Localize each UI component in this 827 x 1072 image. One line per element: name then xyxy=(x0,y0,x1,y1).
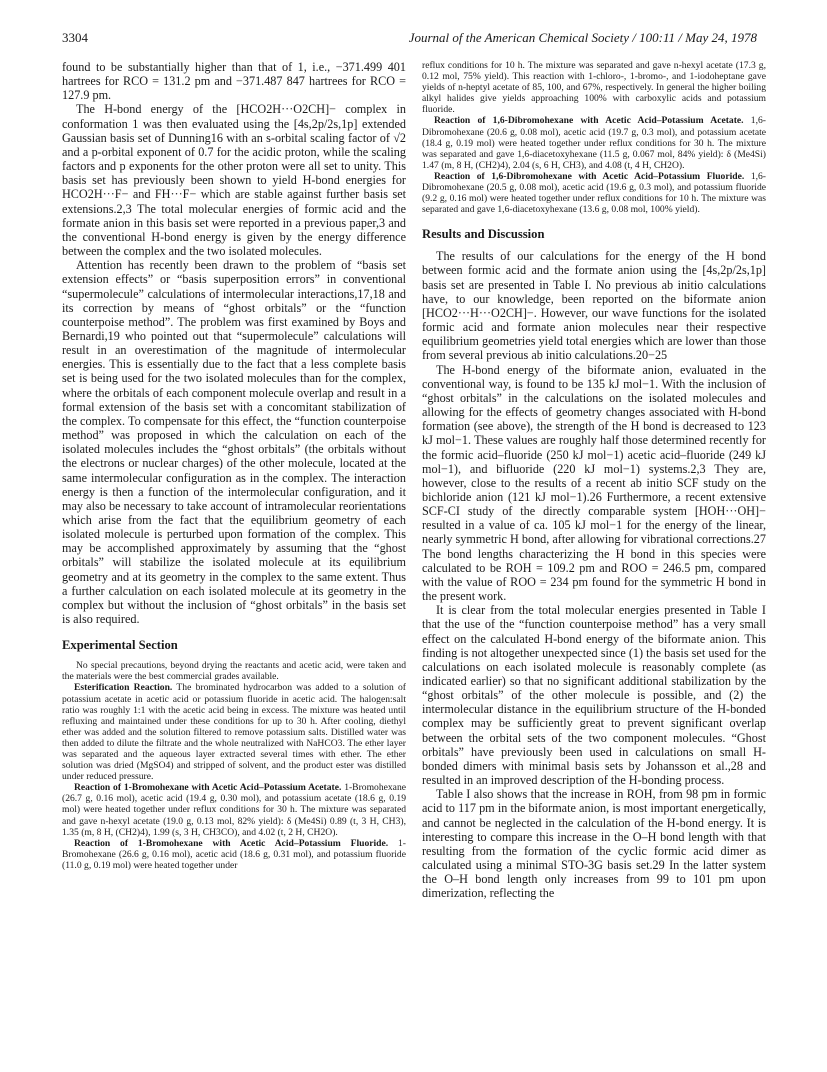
paragraph xyxy=(62,682,406,782)
paragraph: Table I also shows that the increase in ROH, from 98 pm in formic acid to 117 pm in the biformate anion, is most important energetically, and cannot be neglected in the calculation of the H-bond energy. It is interesting to compare this increase in the O–H bond length with that resulting from the formation of the cyclic formic acid dimer as calculated using a minimal STO-3G basis set.29 In the latter system the O–H bond length only increases from 99 to 101 pm upon dimerization, reflecting the xyxy=(422,787,766,901)
procedure-text: 1,6-Dibromohexane (20.6 g, 0.08 mol), acetic acid (19.7 g, 0.3 mol), and potassium acetate (18.4 g, 0.19 mol) were heated together under reflux conditions for 30 h. The mixture was separated and gave 1,6-diacetoxyhexane (11.5 g, 0.067 mol, 84% yield): δ (Me4Si) 1.47 (m, 8 H, (CH2)4), 2.04 (s, 6 H, CH3), and 4.08 (t, 4 H, CH2O). xyxy=(422,115,766,171)
paragraph xyxy=(422,171,766,215)
section-heading-results: Results and Discussion xyxy=(422,227,545,242)
runin-heading: Reaction of 1,6-Dibromohexane with Acetic Acid–Potassium Fluoride. xyxy=(434,170,745,182)
paragraph: found to be substantially higher than that of 1, i.e., −371.499 401 hartrees for RCO = 131.2 pm and −371.487 847 hartrees for RCO = 127.9 pm. xyxy=(62,60,406,103)
runin-heading: Reaction of 1-Bromohexane with Acetic Acid–Potassium Fluoride. xyxy=(74,837,389,849)
runin-heading: Reaction of 1-Bromohexane with Acetic Acid–Potassium Acetate. xyxy=(74,782,342,794)
procedure-text: The brominated hydrocarbon was added to a solution of potassium acetate in acetic acid or potassium fluoride in acetic acid. The halogen:salt ratio was roughly 1:1 with the acetic acid being in excess. The mixture was heated until refluxing and maintained under these conditions for up to 30 h. After cooling, diethyl ether was added and the solution filtered to remove potassium salts. Distilled water was then added to dilute the filtrate and the whole neutralized with NaHCO3. The ether layer was separated and the aqueous layer extracted several times with ether. The ether solution was dried (MgSO4) and stripped of solvent, and the product ester was distilled under reduced pressure. xyxy=(62,682,406,783)
page-number: 3304 xyxy=(62,30,88,45)
procedure-text: 1-Bromohexane (26.6 g, 0.16 mol), acetic acid (18.6 g, 0.31 mol), and potassium fluoride (11.0 g, 0.19 mol) were heated together under xyxy=(62,837,406,871)
section-heading-experimental: Experimental Section xyxy=(62,638,178,653)
runin-heading: Reaction of 1,6-Dibromohexane with Acetic Acid–Potassium Acetate. xyxy=(434,115,744,127)
left-column xyxy=(62,60,406,871)
page-header xyxy=(62,30,757,48)
paragraph: No special precautions, beyond drying the reactants and acetic acid, were taken and the materials were the best commercial grades available. xyxy=(62,660,406,683)
right-column xyxy=(422,60,766,901)
procedure-text: 1-Bromohexane (26.7 g, 0.16 mol), acetic acid (19.4 g, 0.30 mol), and potassium acetate (18.6 g, 0.19 mol) were heated together under reflux conditions for 30 h. The mixture was separated and gave n-hexyl acetate (19.0 g, 0.13 mol, 82% yield): δ (Me4Si) 0.89 (t, 3 H, CH3), 1.35 (m, 8 H, (CH2)4), 1.99 (s, 3 H, CH3CO), and 4.02 (t, 2 H, CH2O). xyxy=(62,782,406,838)
runin-heading: Esterification Reaction. xyxy=(74,682,173,694)
paragraph xyxy=(62,838,406,871)
paragraph xyxy=(422,115,766,170)
paragraph: reflux conditions for 10 h. The mixture was separated and gave n-hexyl acetate (17.3 g, 0.12 mol, 75% yield). This reaction with 1-chloro-, 1-bromo-, and 1-iodoheptane gave yields of n-heptyl acetate of 85, 100, and 67%, respectively. In general the higher boiling alkyl halides give yields approaching 100% with carboxylic acids and potassium fluoride. xyxy=(422,60,766,116)
paragraph: Attention has recently been drawn to the problem of “basis set extension effects” or “basis superposition errors” in conventional “supermolecule” calculations of intermolecular interactions,17,18 and its correction by means of “ghost orbitals” or the “function counterpoise method”. The problem was first examined by Boys and Bernardi,19 who pointed out that “supermolecule” calculations will result in an overestimation of the magnitude of intermolecular energies. This is essentially due to the fact that a less complete basis set is being used for the two isolated molecules than for the complex, where the orbitals of each component molecule overlap and result in a formal extension of the basis set with a concomitant stabilization of the complex. To compensate for this effect, the “function counterpoise method” was proposed in which the calculation on each of the isolated molecules includes the “ghost orbitals” (the orbitals without the electrons or nuclear charges) of the other molecule, located at the same intermolecular configuration as in the complex. The interaction energy is then a function of the intermolecular configuration, and it may also be necessary to take account of intramolecular reorientations which arise from the fact that the equilibrium geometry of each isolated molecule is perturbed upon formation of the complex. This may be accomplished approximately by assuming that the “ghost orbitals” will stabilize the isolated molecule at its equilibrium geometry and at its geometry in the complex to the same extent. Thus a further calculation on each isolated molecule at its geometry in the complex but without the inclusion of “ghost orbitals” in the basis set is also required. xyxy=(62,258,406,627)
procedure-text: 1,6-Dibromohexane (20.5 g, 0.08 mol), acetic acid (19.6 g, 0.3 mol), and potassium fluoride (9.2 g, 0.16 mol) were heated together under reflux conditions for 10 h. The mixture was separated and gave 1,6-diacetoxyhexane (13.6 g, 0.08 mol, 100% yield). xyxy=(422,170,766,216)
journal-title: Journal of the American Chemical Society / 100:11 / May 24, 1978 xyxy=(408,30,757,45)
paragraph: It is clear from the total molecular energies presented in Table I that the use of the “function counterpoise method” has a very small effect on the calculated H-bond energy of the biformate anion. This finding is not altogether unexpected since (1) the basis set used for the calculations on each isolated molecule is reasonably complete (as indicated earlier) so that no significant additional stabilization by the “ghost orbitals” of the other molecule is possible, and (2) the intermolecular distance in the equilibrium structure of the H-bonded complex may be sufficiently great to prevent significant overlap between the orbital sets of the two component molecules. “Ghost orbitals” have previously been used in calculations on small H-bonded dimers with minimal basis sets by Johansson et al.,28 and resulted in an improved description of the H-bonding process. xyxy=(422,603,766,788)
paragraph xyxy=(62,782,406,837)
paragraph: The results of our calculations for the energy of the H bond between formic acid and the formate anion using the [4s,2p/2s,1p] basis set are presented in Table I. No previous ab initio calculations have, to our knowledge, been reported on the biformate anion [HCO2···H···O2CH]−. However, our wave functions for the isolated formic acid and formate anion molecules near their respective equilibrium geometries yield total energies which are lower than those from several previous ab initio calculations.20−25 xyxy=(422,249,766,363)
paragraph: The H-bond energy of the biformate anion, evaluated in the conventional way, is found to be 135 kJ mol−1. With the inclusion of “ghost orbitals” in the calculations on the isolated molecules and allowing for the effects of geometry changes associated with H-bond formation (see above), the strength of the H bond is decreased to 123 kJ mol−1. These values are roughly half those determined recently for the formic acid–fluoride (250 kJ mol−1) acetic acid–fluoride (249 kJ mol−1), and bifluoride (220 kJ mol−1) systems.2,3 They are, however, close to the results of a recent ab initio SCF study on the bichloride anion (121 kJ mol−1).26 Furthermore, a recent extensive SCF-CI study of the directly comparable system [HOH···OH]− resulted in a value of ca. 105 kJ mol−1 for the energy of the linear, nearly symmetric H bond, after allowing for vibrational corrections.27 The bond lengths characterizing the H bond in this species were calculated to be ROH = 109.2 pm and ROO = 246.5 pm, compared with the value of ROO = 234 pm found for the symmetric H bond in the present work. xyxy=(422,362,766,604)
paragraph: The H-bond energy of the [HCO2H···O2CH]− complex in conformation 1 was then evaluated using the [4s,2p/2s,1p] extended Gaussian basis set of Dunning16 with an s-orbital scaling factor of √2 and a p-orbital exponent of 0.7 for the acidic proton, while the scaling factors and p exponents for the other proton were all set to unity. This basis set has previously been shown to yield H-bond energies for HCO2H···F− and FH···F− which are stable against further basis set extensions.2,3 The total molecular energies of formic acid and the formate anion in this basis set were reported in a previous paper,3 and the conventional H-bond energy is given by the energy difference between the complex and the two isolated molecules. xyxy=(62,102,406,259)
